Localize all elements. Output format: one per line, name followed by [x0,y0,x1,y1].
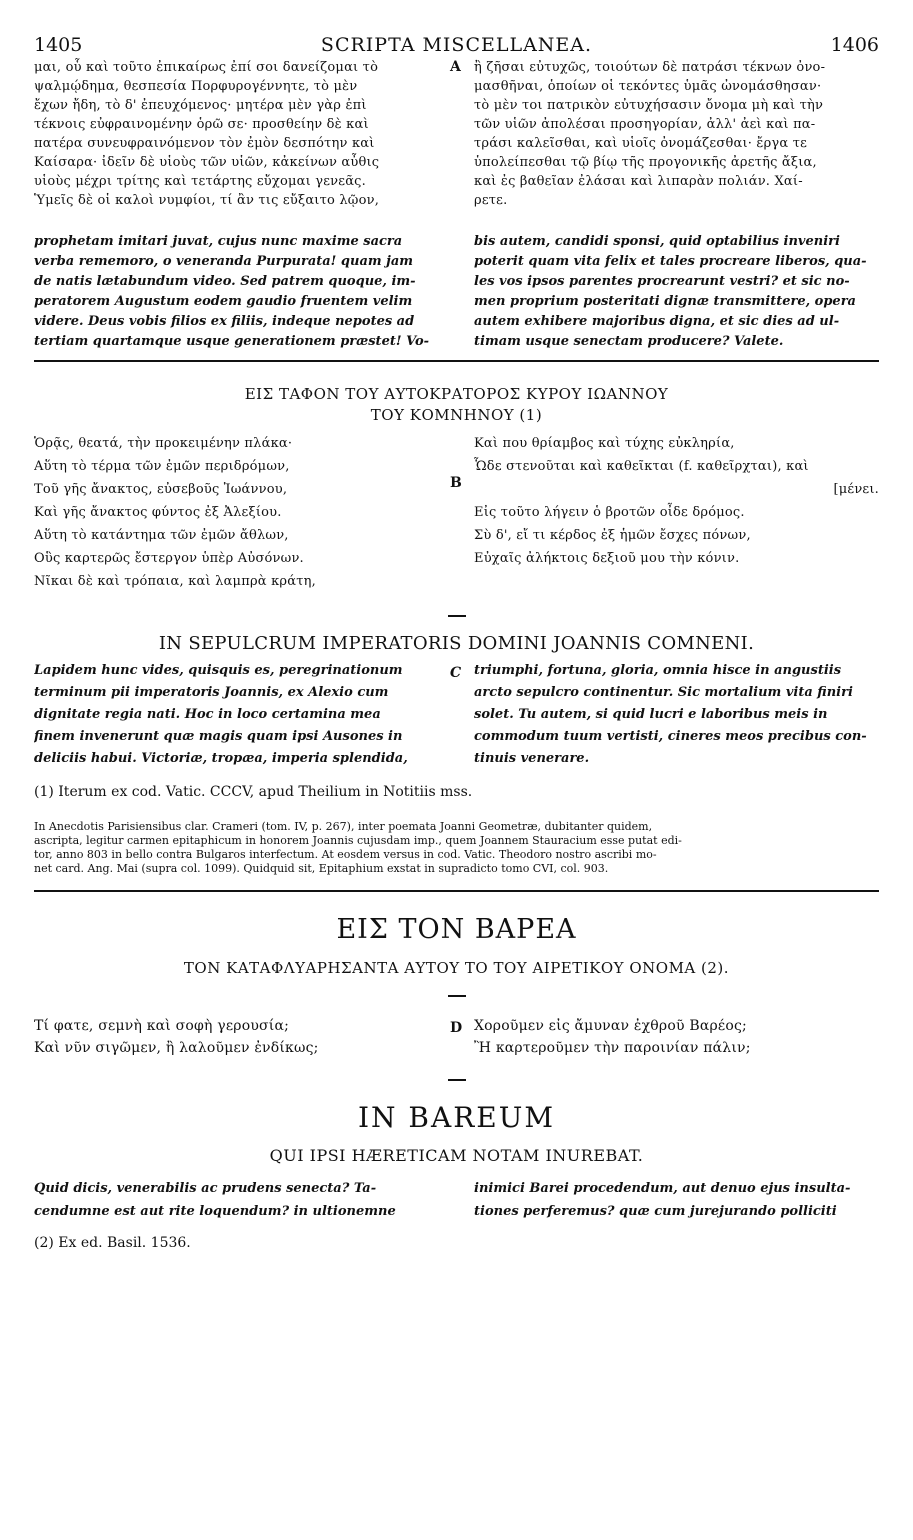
text-line: triumphi, fortuna, gloria, omnia hisce in angustiis [474,663,842,678]
note-line: ascripta, legitur carmen epitaphicum in honorem Joannis cujusdam imp., quem Joannem Stauracium esse putat edi- [34,834,682,847]
left-page-number: 1405 [34,34,83,56]
text-line: cendumne est aut rite loquendum? in ultionemne [34,1204,396,1219]
text-line: prophetam imitari juvat, cujus nunc maxime sacra [34,234,403,249]
text-line: de natis lætabundum video. Sed patrem quoque, im- [34,274,416,289]
text-line: autem exhibere majoribus digna, et sic dies ad ul- [474,314,840,329]
footnote-1: (1) Iterum ex cod. Vatic. CCCV, apud Theilium in Notitiis mss. [34,784,473,800]
greek-right-column [474,58,879,210]
text-line: peratorem Augustum eodem gaudio fruentem velim [34,294,413,309]
latin-right-column [474,1177,879,1223]
note-line: tor, anno 803 in bello contra Bulgaros interfectum. At eosdem versus in cod. Vatic. Theodoro nostro ascribi mo- [34,848,657,861]
margin-marker-b: B [450,475,463,491]
verse-line: Ὧδε στενοῦται καὶ καθεῖκται (f. καθεῖρχται), καὶ [474,459,809,474]
verse-right-column [474,432,879,593]
running-title: SCRIPTA MISCELLANEA. [320,34,593,56]
footnote-2: (2) Ex ed. Basil. 1536. [34,1235,191,1251]
poem-latin-text [34,1177,879,1223]
margin-marker-a: A [450,59,462,75]
verse-line: Εἰς τοῦτο λήγειν ὁ βροτῶν οἶδε δρόμος. [474,505,745,520]
title-line: ΤΟΥ ΚΟΜΝΗΝΟΥ (1) [370,406,543,424]
text-line: Ὑμεῖς δὲ οἱ καλοὶ νυμφίοι, τί ἂν τις εὔξαιτο λῷον, [34,193,380,208]
epitaph-latin-text [34,660,879,770]
text-line: timam usque senectam producere? Valete. [474,334,784,349]
text-line: καὶ ἐς βαθεῖαν ἐλάσαι καὶ λιπαρὰν πολιάν. Χαί- [474,174,803,189]
verse-line: [μένει. [833,482,879,497]
note-line: net card. Ang. Mai (supra col. 1099). Quidquid sit, Epitaphium exstat in supradicto tomo CVI, col. 903. [34,862,609,875]
title-line: ΕΙΣ ΤΑΦΟΝ ΤΟΥ ΑΥΤΟΚΡΑΤΟΡΟΣ ΚΥΡΟΥ ΙΩΑΝΝΟΥ [244,385,669,403]
text-line: τὸ μὲν τοι πατρικὸν εὐτυχήσασιν ὄνομα μὴ καὶ τὴν [474,98,824,113]
text-line: Lapidem hunc vides, quisquis es, peregrinationum [34,663,403,678]
verse-line: Καὶ νῦν σιγῶμεν, ἢ λαλοῦμεν ἐνδίκως; [34,1040,319,1056]
text-line: bis autem, candidi sponsi, quid optabilius inveniri [474,234,840,249]
verse-line: Ἢ καρτεροῦμεν τὴν παροινίαν πάλιν; [474,1040,751,1056]
text-line: tiones perferemus? quæ cum jurejurando polliciti [474,1204,837,1219]
verse-line: Οὓς καρτερῶς ἔστεργον ὑπὲρ Αὐσόνων. [34,551,304,566]
editor-note [34,820,879,876]
text-line: inimici Barei procedendum, aut denuo ejus insulta- [474,1181,851,1196]
text-line: πατέρα συνευφραινόμενον τὸν ἐμὸν δεσπότην καὶ [34,136,375,151]
verse-line: Χοροῦμεν εἰς ἄμυναν ἐχθροῦ Βαρέος; [474,1018,747,1034]
text-line: finem invenerunt quæ magis quam ipsi Ausones in [34,729,403,744]
text-line: ψαλμῴδημα, θεσπεσία Πορφυρογέννητε, τὸ μὲν [34,79,358,94]
section1-latin [34,232,879,352]
text-line: les vos ipsos parentes procrearunt vestri? et sic no- [474,274,850,289]
verse-line: Τί φατε, σεμνὴ καὶ σοφὴ γερουσία; [34,1018,290,1034]
verse-line: Νῖκαι δὲ καὶ τρόπαια, καὶ λαμπρὰ κράτη, [34,574,316,589]
text-line: τέκνοις εὐφραινομένην ὁρῶ σε· προσθείην δὲ καὶ [34,117,369,132]
text-line: terminum pii imperatoris Joannis, ex Alexio cum [34,685,389,700]
text-line: solet. Tu autem, si quid lucri e laboribus meis in [474,707,828,722]
page [34,30,879,1251]
verse-line: Αὕτη τὸ κατάντημα τῶν ἐμῶν ἄθλων, [34,528,289,543]
poem-greek-title: ΕΙΣ ΤΟΝ ΒΑΡΕΑ [336,914,577,945]
poem-greek-subtitle: ΤΟΝ ΚΑΤΑΦΛΥΑΡΗΣΑΝΤΑ ΑΥΤΟΥ ΤΟ ΤΟΥ ΑΙΡΕΤΙΚΟΥ ΟΝΟΜΑ (2). [183,959,730,977]
latin-right-column [474,660,879,770]
text-line: poterit quam vita felix et tales procreare liberos, qua- [474,254,867,269]
epitaph-greek-verse [34,432,879,593]
latin-left-column [34,232,442,352]
right-page-number: 1406 [830,34,879,56]
verse-right-column [474,1015,879,1059]
verse-line: Τοῦ γῆς ἄνακτος, εὐσεβοῦς Ἰωάννου, [34,482,288,497]
text-line: dignitate regia nati. Hoc in loco certamina mea [34,707,381,722]
text-line: verba rememoro, o veneranda Purpurata! quam jam [34,254,414,269]
text-line: deliciis habui. Victoriæ, tropæa, imperia splendida, [34,751,408,766]
poem-latin-title: IN BAREUM [357,1101,556,1134]
greek-left-column [34,58,442,210]
latin-right-column [474,232,879,352]
text-line: τράσι καλεῖσθαι, καὶ υἱοῖς ὀνομάζεσθαι· ἔργα τε [474,136,808,151]
section1-greek [34,58,879,210]
text-line: arcto sepulcro continentur. Sic mortalium vita finiri [474,685,853,700]
poem-latin-subtitle: QUI IPSI HÆRETICAM NOTAM INUREBAT. [269,1146,644,1165]
margin-marker-c: C [450,665,462,681]
margin-marker-d: D [450,1020,463,1036]
text-line: tertiam quartamque usque generationem præstet! Vo- [34,334,430,349]
text-line: tinuis venerare. [474,751,590,766]
verse-line: Καὶ που θρίαμβος καὶ τύχης εὐκληρία, [474,436,735,451]
text-line: Quid dicis, venerabilis ac prudens senecta? Ta- [34,1181,377,1196]
text-line: υἱοὺς μέχρι τρίτης καὶ τετάρτης εὔχομαι γενεᾶς. [34,174,367,189]
text-line: ἔχων ἤδη, τὸ δ' ἐπευχόμενος· μητέρα μὲν γὰρ ἐπὶ [34,98,367,113]
verse-line: Καὶ γῆς ἄνακτος φύντος ἐξ Ἀλεξίου. [34,505,282,520]
running-head [34,30,879,58]
text-line: men proprium posteritati dignæ transmittere, opera [474,294,856,309]
text-line: τῶν υἱῶν ἀπολέσαι προσηγορίαν, ἀλλ' ἀεὶ καὶ πα- [474,117,816,132]
text-line: ὑπολείπεσθαι τῷ βίῳ τῆς προγονικῆς ἀρετῆς ἄξια, [474,155,817,170]
latin-left-column [34,660,442,770]
text-line: Καίσαρα· ἰδεῖν δὲ υἱοὺς τῶν υἱῶν, κἀκείνων αὖθις [34,155,380,170]
verse-line: Αὕτη τὸ τέρμα τῶν ἐμῶν περιδρόμων, [34,459,290,474]
epitaph-greek-title [34,384,879,426]
text-line: ρετε. [474,193,508,208]
note-line: In Anecdotis Parisiensibus clar. Crameri (tom. IV, p. 267), inter poemata Joanni Geometræ, dubitanter quidem, [34,820,653,833]
latin-left-column [34,1177,442,1223]
text-line: μαι, οὗ καὶ τοῦτο ἐπικαίρως ἐπί σοι δανείζομαι τὸ [34,60,379,75]
poem-greek-verse [34,1015,879,1059]
verse-left-column [34,1015,442,1059]
text-line: ἢ ζῆσαι εὐτυχῶς, τοιούτων δὲ πατράσι τέκνων ὀνο- [474,60,826,75]
verse-left-column [34,432,442,593]
verse-line: Σὺ δ', εἴ τι κέρδος ἐξ ἡμῶν ἔσχες πόνων, [474,528,751,543]
text-line: videre. Deus vobis filios ex filiis, indeque nepotes ad [34,314,415,329]
text-line: commodum tuum vertisti, cineres meos precibus con- [474,729,867,744]
verse-line: Ὁρᾷς, θεατά, τὴν προκειμένην πλάκα· [34,436,293,451]
epitaph-latin-title: IN SEPULCRUM IMPERATORIS DOMINI JOANNIS COMNENI. [158,633,755,654]
verse-line: Εὐχαῖς ἀλήκτοις δεξιοῦ μου τὴν κόνιν. [474,551,740,566]
text-line: μασθῆναι, ὁποίων οἱ τεκόντες ὑμᾶς ὠνομάσθησαν· [474,79,822,94]
